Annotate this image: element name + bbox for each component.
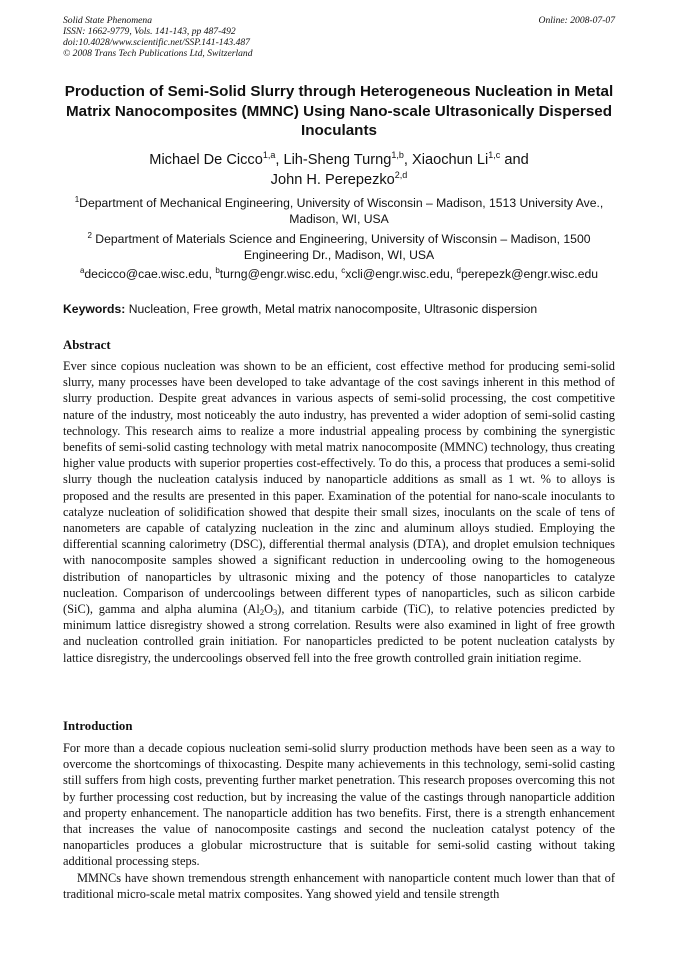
affiliation-text: Department of Materials Science and Engineering, University of Wisconsin – Madison, 1500 Engineering Dr., Madison, WI, USA — [91, 232, 591, 262]
introduction-body — [63, 740, 615, 902]
author-sup: 1,c — [488, 150, 501, 160]
author-list — [60, 150, 618, 190]
email-address[interactable]: xcli@engr.wisc.edu — [345, 267, 450, 281]
author-sep: , — [403, 152, 412, 168]
keywords-label: Keywords: — [63, 302, 126, 316]
online-date: Online: 2008-07-07 — [538, 15, 615, 26]
copyright-line: © 2008 Trans Tech Publications Ltd, Switzerland — [63, 48, 253, 59]
affiliation-1 — [60, 195, 618, 227]
subscript: 2 — [259, 607, 265, 618]
journal-name: Solid State Phenomena — [63, 15, 152, 26]
email-address[interactable]: turng@engr.wisc.edu — [219, 267, 335, 281]
affiliation-text: Department of Mechanical Engineering, University of Wisconsin – Madison, 1513 University Ave., Madison, WI, USA — [79, 196, 604, 226]
email-sup: a — [79, 266, 85, 275]
paper-title: Production of Semi-Solid Slurry through Heterogeneous Nucleation in Metal Matrix Nanocomposites (MMNC) Using Nano-scale Ultrasonically Dispersed Inoculants — [64, 83, 614, 139]
journal-header — [63, 15, 615, 59]
affiliation-sup: 2 — [87, 231, 92, 240]
author-sup: 2,d — [394, 170, 408, 180]
doi-line: doi:10.4028/www.scientific.net/SSP.141-143.487 — [63, 37, 250, 48]
abstract-paragraph — [63, 358, 615, 666]
author-name: John H. Perepezko — [270, 172, 395, 188]
author-sep: , — [275, 152, 284, 168]
abstract-body — [63, 358, 615, 666]
abstract-text: ), and titanium carbide (TiC), to relative potencies predicted by minimum lattice disregistry showed a strong correlation. Results were also examined in light of free growth and nucleation controlled grain initiation. For nanoparticles predicted to be potent nucleation catalysts by lattice disregistry, the undercoolings observed fell into the free growth controlled grain initiation regime. — [63, 602, 615, 665]
author-sup: 1,a — [262, 150, 276, 160]
email-sup: c — [341, 266, 346, 275]
subscript: 3 — [273, 607, 278, 618]
author-name: Lih-Sheng Turng — [283, 152, 392, 168]
author-name: Xiaochun Li — [412, 152, 489, 168]
abstract-text: Ever since copious nucleation was shown to be an efficient, cost effective method for producing semi-solid slurry, many processes have been developed to take advantage of the cost savings inherent in this method of slurry production. Despite great advances in various aspects of semi-solid processing, the cost competitive nature of the industry, most noticeably the auto industry, has prevented a wider adoption of semi-solid casting technology. This research aims to realize a more industrial appealing process by combining the synergistic benefits of semi-solid casting technology with metal matrix nanocomposite (MMNC) technology, thus creating higher value products with superior properties cost-effectively. To do this, a process that produces a semi-solid slurry though the nucleation catalysis induced by nanoparticle additions as small as 1 wt. % to alloys is proposed and the results are presented in this paper. Examination of the potential for nano-scale inoculants to catalyze nucleation of solidification showed that despite their small sizes, inoculants on the scale of tens of nanometers are capable of catalyzing nucleation in the zinc and aluminum alloys studied. Employing the differential scanning calorimetry (DSC), differential thermal analysis (DTA), and droplet emulsion techniques with nanocomposite samples showed a significant reduction in undercooling owing to the homogeneous distribution of nanoparticles by ultrasonic mixing and the potency of those nanoparticles to catalyze nucleation. Comparison of undercoolings between different types of nanoparticles, such as silicon carbide (SiC), gamma and alpha alumina (Al — [63, 359, 615, 617]
email-address[interactable]: decicco@cae.wisc.edu — [84, 267, 209, 281]
introduction-heading: Introduction — [63, 719, 133, 733]
email-sup: d — [456, 266, 461, 275]
email-address[interactable]: perepezk@engr.wisc.edu — [461, 267, 599, 281]
keywords-text: Nucleation, Free growth, Metal matrix nanocomposite, Ultrasonic dispersion — [125, 302, 538, 316]
author-sep: and — [500, 152, 529, 168]
issn-line: ISSN: 1662-9779, Vols. 141-143, pp 487-492 — [63, 26, 236, 37]
keywords-line — [63, 301, 615, 317]
author-name: Michael De Cicco — [149, 152, 263, 168]
affiliation-sup: 1 — [74, 195, 80, 204]
affiliation-2 — [60, 231, 618, 263]
abstract-heading: Abstract — [63, 338, 111, 352]
introduction-paragraph: MMNCs have shown tremendous strength enhancement with nanoparticle content much lower than that of traditional micro-scale metal matrix composites. Yang showed yield and tensile strength — [63, 870, 615, 901]
introduction-paragraph: For more than a decade copious nucleation semi-solid slurry production methods have been seen as a way to overcome the shortcomings of thixocasting. Despite many achievements in this technology, semi-solid casting still suffers from high costs, preventing further market penetration. This research proposes overcoming this not by further processing cost reduction, but by increasing the value of the castings through nanoparticle addition and property enhancement. The nanoparticle addition has two benefits. First, there is a strength enhancement that increases the value of nanocomposite castings and second the nucleation catalyst potency of the nanoparticles produces a globular microstructure that is suitable for semi-solid casting without taking additional processing steps. — [63, 741, 615, 869]
email-list: $^a$decicco@cae.wisc.edu, $^b$turng@engr.wisc.edu, $^c$xcli@engr.wisc.edu, $^d$perepezk@engr.wisc.edu — [79, 266, 599, 281]
email-sup: b — [215, 266, 220, 275]
author-sup: 1,b — [391, 150, 404, 160]
abstract-text: O — [264, 602, 274, 617]
